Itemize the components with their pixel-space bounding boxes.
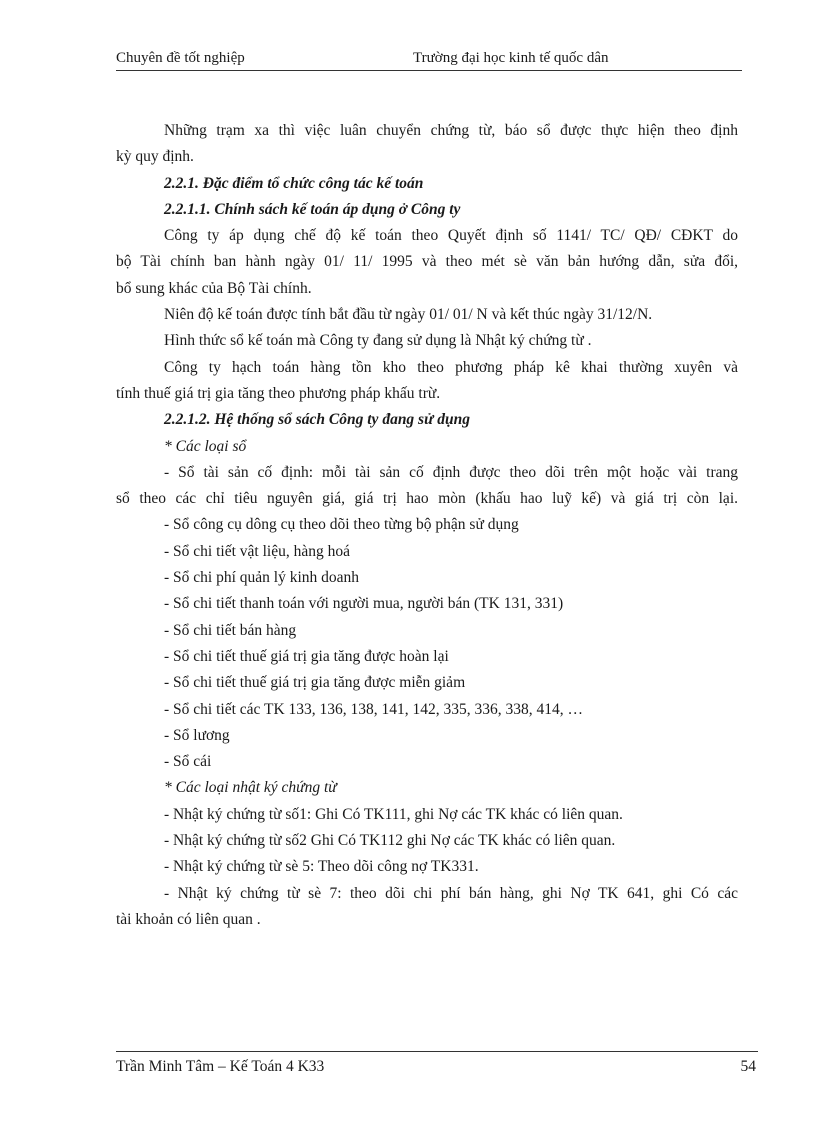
list-item: - Sổ chi tiết thuế giá trị gia tăng được miễn giảm <box>164 674 466 692</box>
list-item: - Sổ chi tiết bán hàng <box>164 621 297 639</box>
subsection-heading: 2.2.1.1. Chính sách kế toán áp dụng ở Công ty <box>164 200 461 218</box>
list-item: - Sổ lương <box>164 726 230 744</box>
page-number: 54 <box>740 1058 756 1075</box>
list-item: - Sổ chi tiết vật liệu, hàng hoá <box>164 542 350 560</box>
list-item: - Sổ chi tiết các TK 133, 136, 138, 141, 142, 335, 336, 338, 414, … <box>164 700 584 718</box>
list-heading: * Các loại nhật ký chứng từ <box>164 779 337 797</box>
list-item-continuation: sổ theo các chỉ tiêu nguyên giá, giá trị hao mòn (khấu hao luỹ kế) và giá trị còn lại. <box>116 490 738 508</box>
list-item: - Sổ chi tiết thuế giá trị gia tăng được hoàn lại <box>164 647 449 665</box>
header-thesis-title: Chuyên đề tốt nghiệp <box>116 50 245 66</box>
paragraph-line: Niên độ kế toán được tính bắt đầu từ ngày 01/ 01/ N và kết thúc ngày 31/12/N. <box>164 306 653 324</box>
paragraph-line: tính thuế giá trị gia tăng theo phương pháp khấu trừ. <box>116 384 441 402</box>
paragraph-line: Những trạm xa thì việc luân chuyển chứng từ, báo sổ được thực hiện theo định <box>164 122 738 139</box>
paragraph-line: Hình thức sổ kế toán mà Công ty đang sử dụng là Nhật ký chứng từ . <box>164 332 592 350</box>
list-item: - Sổ cái <box>164 753 212 771</box>
page-footer <box>116 1051 758 1076</box>
list-item: - Sổ tài sản cố định: mỗi tài sản cố định được theo dõi trên một hoặc vài trang <box>164 463 738 481</box>
section-heading: 2.2.1. Đặc điểm tổ chức công tác kế toán <box>164 174 424 192</box>
list-item-continuation: tài khoản có liên quan . <box>116 910 261 928</box>
list-item: - Sổ chi tiết thanh toán với người mua, người bán (TK 131, 331) <box>164 595 564 613</box>
header-university: Trường đại học kinh tế quốc dân <box>413 50 609 66</box>
list-heading: * Các loại sổ <box>164 437 247 455</box>
paragraph-line: bộ Tài chính ban hành ngày 01/ 11/ 1995 và theo mét sè văn bản hướng dẫn, sửa đổi, <box>116 253 738 271</box>
paragraph-line: Công ty áp dụng chế độ kế toán theo Quyết định số 1141/ TC/ QĐ/ CĐKT do <box>164 227 738 245</box>
list-item: - Sổ công cụ dông cụ theo dõi theo từng bộ phận sử dụng <box>164 516 519 534</box>
list-item: - Nhật ký chứng từ số1: Ghi Có TK111, ghi Nợ các TK khác có liên quan. <box>164 805 623 823</box>
list-item: - Nhật ký chứng từ sè 5: Theo dõi công nợ TK331. <box>164 858 479 876</box>
paragraph-line: bổ sung khác của Bộ Tài chính. <box>116 279 312 297</box>
subsection-heading: 2.2.1.2. Hệ thống sổ sách Công ty đang sử dụng <box>164 411 470 429</box>
list-item: - Nhật ký chứng từ sè 7: theo dõi chi phí bán hàng, ghi Nợ TK 641, ghi Có các <box>164 884 738 902</box>
page-header <box>116 48 742 71</box>
list-item: - Nhật ký chứng từ số2 Ghi Có TK112 ghi Nợ các TK khác có liên quan. <box>164 832 616 850</box>
paragraph-line: Công ty hạch toán hàng tồn kho theo phương pháp kê khai thường xuyên và <box>164 358 738 376</box>
paragraph-line: kỳ quy định. <box>116 148 194 166</box>
footer-author: Trần Minh Tâm – Kế Toán 4 K33 <box>116 1058 325 1075</box>
list-item: - Sổ chi phí quản lý kinh doanh <box>164 569 360 587</box>
page-body <box>116 118 738 933</box>
